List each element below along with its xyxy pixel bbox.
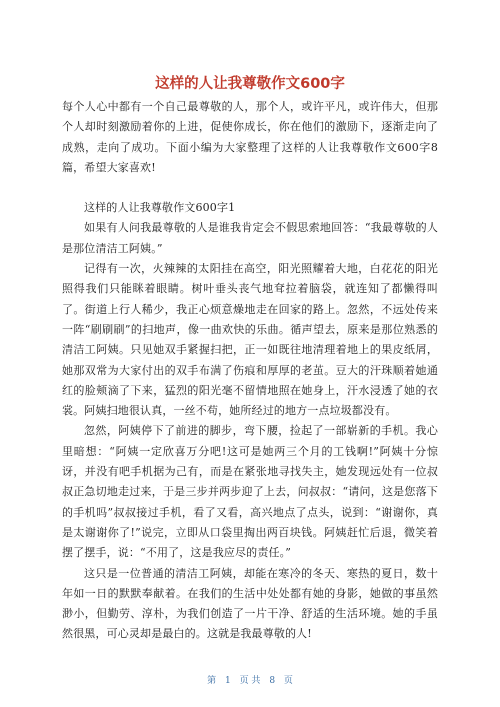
intro-paragraph: 每个人心中都有一个自己最尊敬的人，那个人，或许平凡，或许伟大，但那个人却时刻激励着你的上进，促使你成长，你在他们的激励下，逐渐走向了成熟，走向了成功。下面小编为大家整理了这样的人让我尊敬作文600字8篇，希望大家喜欢! <box>62 100 438 174</box>
document-title: 这样的人让我尊敬作文600字 <box>155 76 345 92</box>
footer-middle: 页 共 <box>239 676 261 686</box>
section-heading: 这样的人让我尊敬作文600字1 <box>84 201 236 215</box>
body-paragraph-2: 记得有一次，火辣辣的太阳挂在高空，阳光照耀着大地，白花花的阳光照得我们只能眯着眼睛。树叶垂头丧气地耷拉着脑袋，就连知了都懒得叫了。街道上行人稀少，我正心烦意燥地走在回家的路上。忽然，不远处传来一阵“刷刷刷”的扫地声，像一曲欢快的乐曲。循声望去，原来是那位熟悉的清洁工阿姨。只见她双手紧握扫把，正一如既往地清理着地上的果皮纸屑，她那双常为大家付出的双手布满了伤痕和厚厚的老茧。豆大的汗珠顺着她通红的脸颊滴了下来，猛烈的阳光毫不留情地照在她身上，汗水浸透了她的衣裳。阿姨扫地很认真，一丝不苟，她所经过的地方一点垃圾都没有。 <box>62 262 438 418</box>
paragraph-spacer <box>62 178 438 198</box>
page-footer <box>0 674 500 688</box>
footer-prefix: 第 <box>207 676 217 686</box>
body-paragraph-3: 忽然，阿姨停下了前进的脚步，弯下腰，捡起了一部崭新的手机。我心里暗想：“阿姨一定欣喜万分吧!这可是她两三个月的工钱啊!”阿姨十分惊讶，并没有吧手机据为己有，而是在紧张地寻找失主，她发现远处有一位叔叔正急切地走过来，于是三步并两步迎了上去，问叔叔：“请问，这是您落下的手机吗”叔叔接过手机，看了又看，高兴地点了点头，说到：“谢谢你，真是太谢谢你了!”说完，立即从口袋里掏出两百块钱。阿姨赶忙后退，微笑着摆了摆手，说：“不用了，这是我应尽的责任。” <box>62 424 438 560</box>
footer-page-number: 1 <box>224 676 231 686</box>
footer-suffix: 页 <box>283 676 293 686</box>
document-body <box>62 97 438 645</box>
footer-total-pages: 8 <box>269 676 276 686</box>
body-paragraph-4: 这只是一位普通的清洁工阿姨，却能在寒冷的冬天、寒热的夏日，数十年如一日的默默奉献着。在我们的生活中处处都有她的身影，她做的事虽然渺小，但勤劳、淳朴，为我们创造了一片干净、舒适的生活环境。她的手虽然很黑，可心灵却是最白的。这就是我最尊敬的人! <box>62 566 438 641</box>
body-paragraph-1: 如果有人问我最尊敬的人是谁我肯定会不假思索地回答：“我最尊敬的人是那位清洁工阿姨。” <box>62 221 438 255</box>
